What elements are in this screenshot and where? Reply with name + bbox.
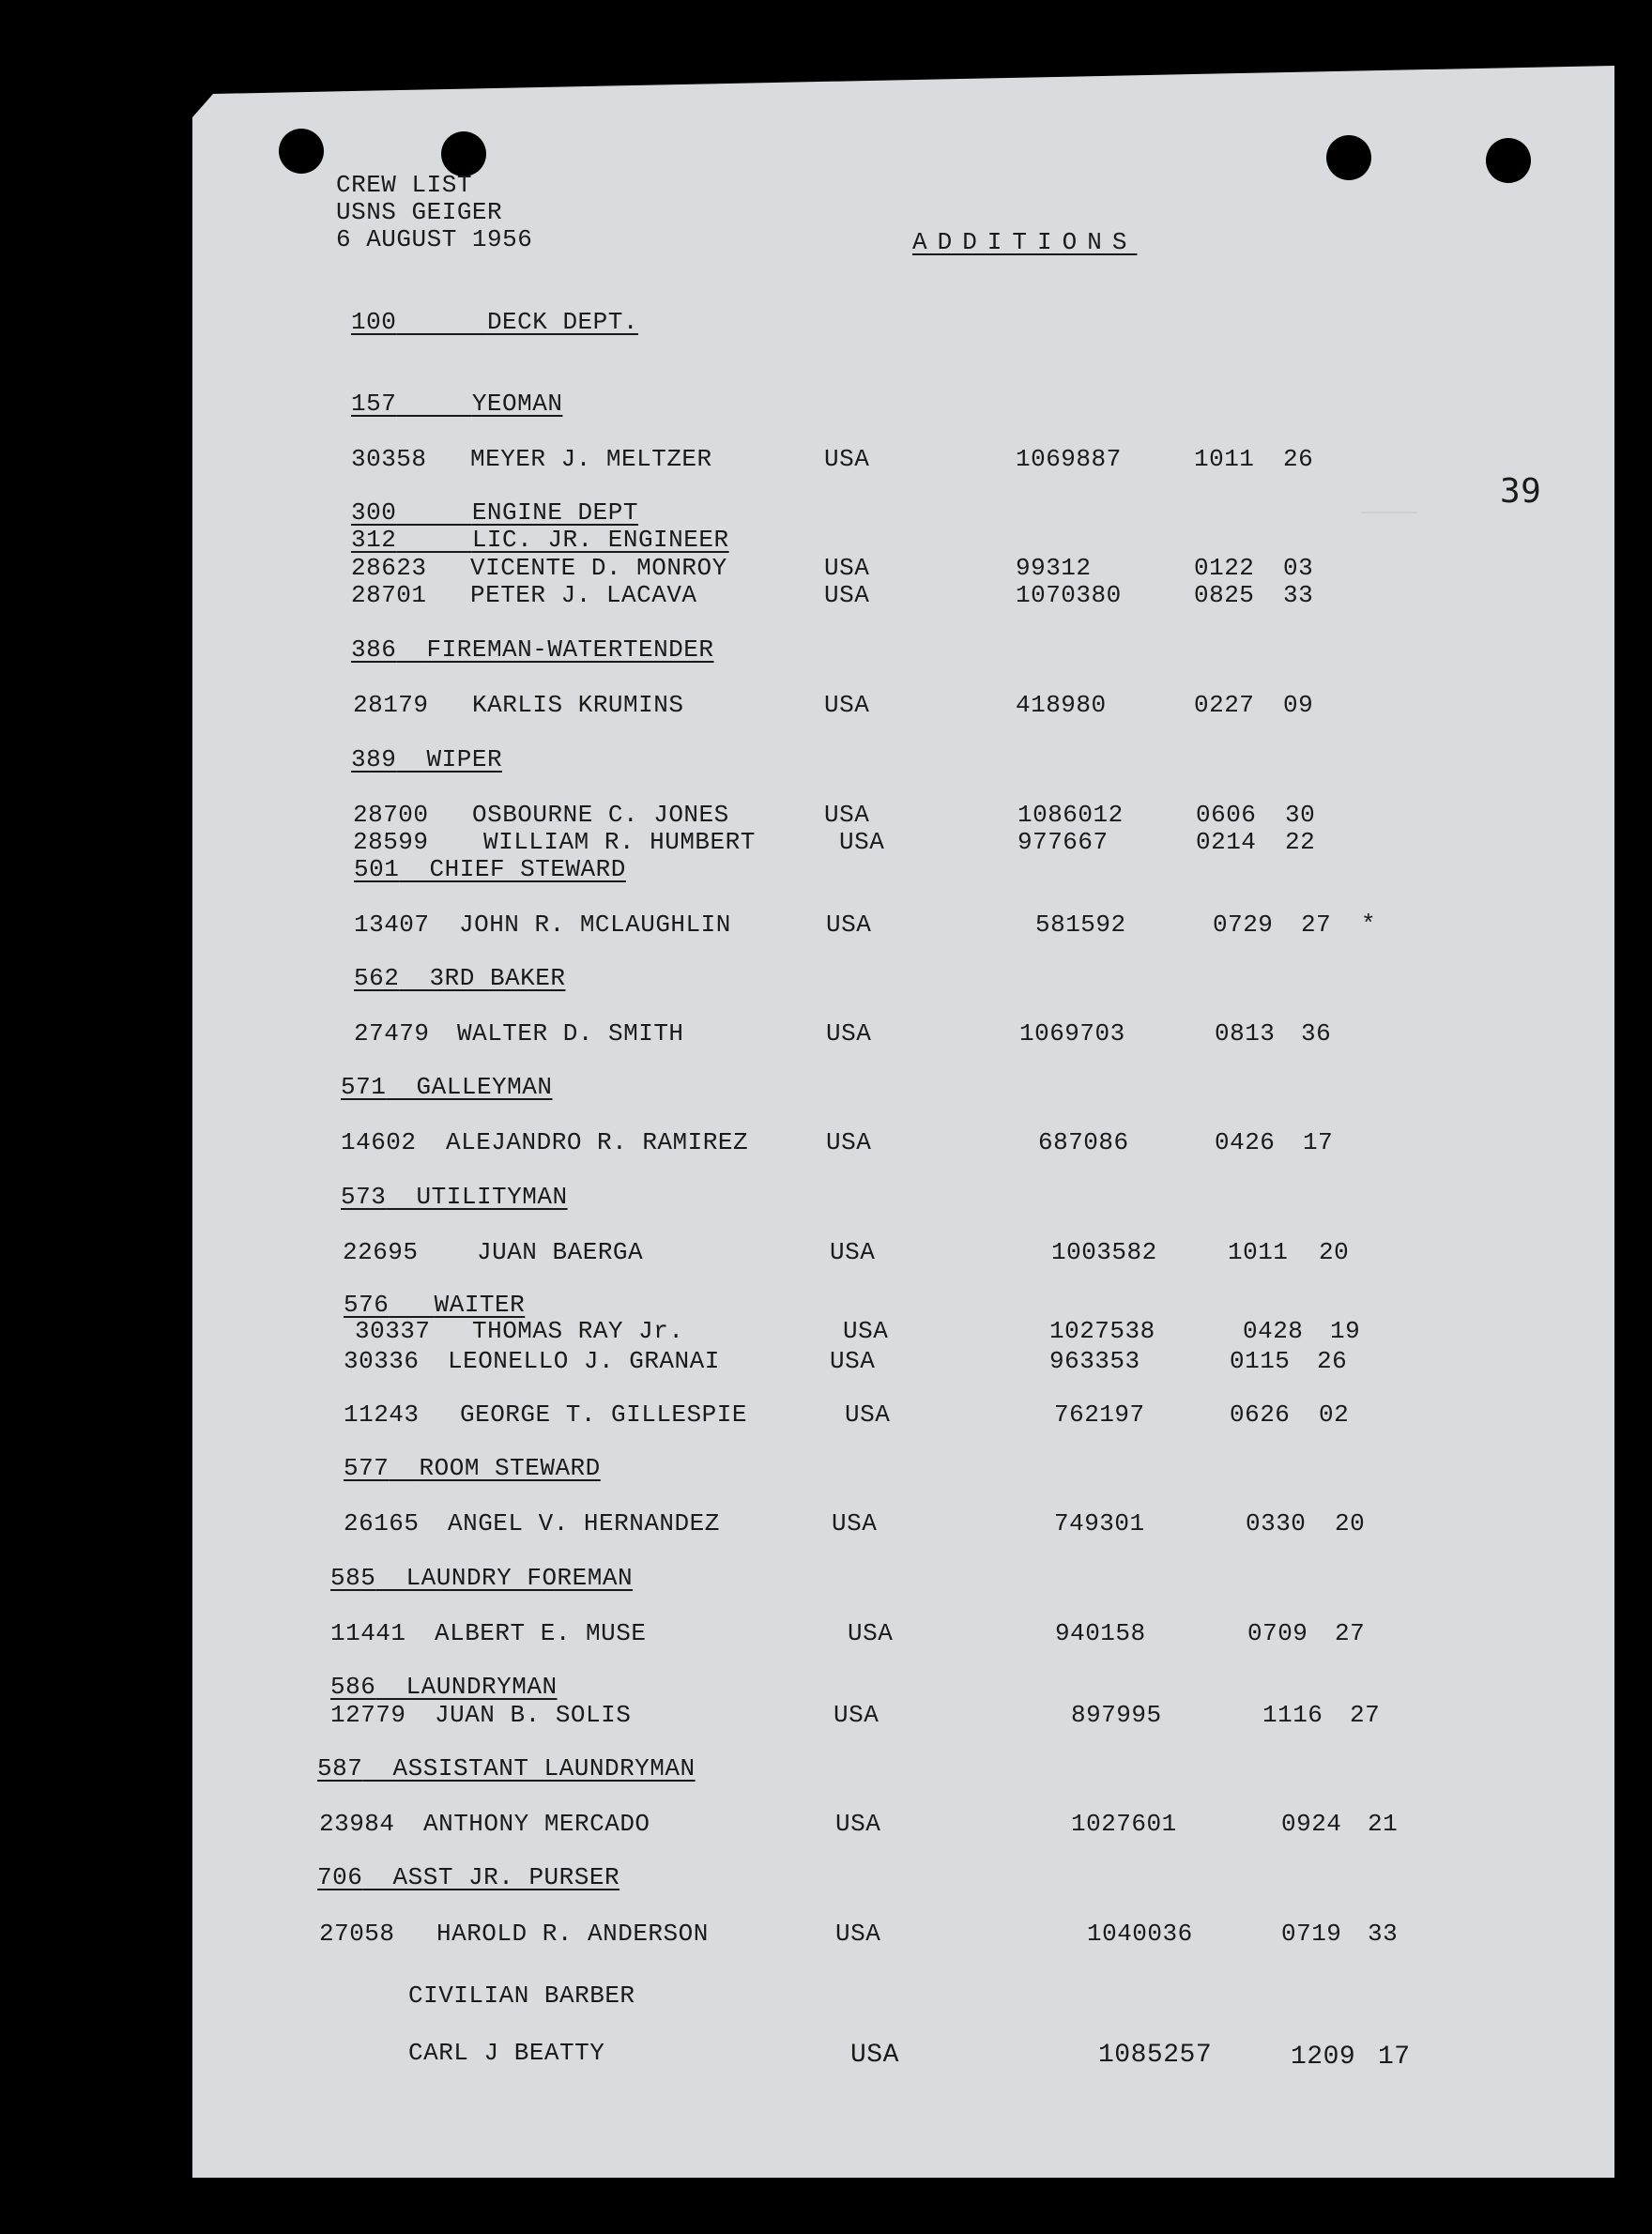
crew-document-number: 1069887 (1016, 445, 1122, 473)
crew-date-code: 0122 (1194, 554, 1255, 582)
crew-document-number: 1027538 (1049, 1317, 1155, 1345)
crew-document-number: 581592 (1035, 910, 1126, 939)
crew-nationality: USA (839, 828, 885, 856)
crew-date-code: 0227 (1194, 691, 1255, 719)
punch-hole (441, 131, 486, 176)
crew-age: 20 (1319, 1238, 1350, 1266)
category-heading: 587 ASSISTANT LAUNDRYMAN (317, 1754, 696, 1783)
crew-date-code: 1116 (1262, 1701, 1323, 1729)
category-heading: 576 WAITER (344, 1291, 526, 1319)
crew-document-number: 1085257 (1098, 2041, 1213, 2070)
crew-document-number: 687086 (1038, 1128, 1129, 1156)
crew-nationality: USA (824, 581, 870, 609)
crew-date-code: 0115 (1230, 1347, 1291, 1375)
crew-date-code: 0813 (1215, 1019, 1276, 1048)
crew-nationality: USA (845, 1400, 891, 1429)
crew-date-code: 0330 (1246, 1509, 1307, 1538)
crew-id: 11243 (344, 1400, 420, 1429)
crew-age: 30 (1285, 801, 1316, 829)
crew-age: 21 (1368, 1810, 1399, 1838)
crew-nationality: USA (835, 1920, 881, 1948)
crew-date-code: 0426 (1215, 1128, 1276, 1156)
crew-age: 22 (1285, 828, 1316, 856)
crew-id: 14602 (341, 1128, 417, 1156)
dept-heading: 100 DECK DEPT. (351, 308, 638, 336)
crew-name: WALTER D. SMITH (457, 1019, 684, 1048)
crew-id: 28179 (353, 691, 429, 719)
section-title: ADDITIONS (912, 228, 1138, 256)
crew-date-code: 0729 (1213, 910, 1274, 939)
crew-age: 27 (1301, 910, 1332, 939)
crew-nationality: USA (824, 445, 870, 473)
crew-id: 22695 (343, 1238, 419, 1266)
crew-document-number: 1069703 (1019, 1019, 1125, 1048)
crew-id: 27479 (354, 1019, 430, 1048)
crew-name: HAROLD R. ANDERSON (436, 1920, 709, 1948)
crew-document-number: 762197 (1054, 1400, 1145, 1429)
crew-document-number: 940158 (1055, 1619, 1146, 1647)
crew-id: 13407 (354, 910, 430, 939)
crew-nationality: USA (824, 691, 870, 719)
crew-nationality: USA (834, 1701, 880, 1729)
crew-nationality: USA (824, 554, 870, 582)
category-heading: 571 GALLEYMAN (341, 1073, 553, 1101)
category-heading: 389 WIPER (351, 745, 503, 773)
crew-date-code: 0214 (1196, 828, 1257, 856)
header-line-1: CREW LIST (336, 171, 472, 199)
category-heading: CIVILIAN BARBER (408, 1982, 635, 2010)
crew-date-code: 0709 (1247, 1619, 1308, 1647)
crew-date-code: 0924 (1281, 1810, 1342, 1838)
crew-id: 28599 (353, 828, 429, 856)
crew-name: PETER J. LACAVA (470, 581, 697, 609)
crew-nationality: USA (830, 1347, 876, 1375)
crew-document-number: 1070380 (1016, 581, 1122, 609)
header-line-3: 6 AUGUST 1956 (336, 225, 533, 253)
crew-date-code: 0606 (1196, 801, 1257, 829)
crew-document-number: 963353 (1049, 1347, 1140, 1375)
category-heading: 157 YEOMAN (351, 390, 563, 418)
punch-hole (279, 129, 324, 174)
crew-date-code: 1011 (1194, 445, 1255, 473)
crew-name: ANGEL V. HERNANDEZ (448, 1509, 720, 1538)
crew-document-number: 897995 (1071, 1701, 1162, 1729)
punch-hole (1486, 138, 1531, 183)
crew-name: ANTHONY MERCADO (423, 1810, 650, 1838)
crew-name: ALBERT E. MUSE (435, 1619, 647, 1647)
category-heading: 585 LAUNDRY FOREMAN (330, 1564, 634, 1592)
header-line-2: USNS GEIGER (336, 198, 503, 226)
crew-age: 19 (1330, 1317, 1361, 1345)
crew-nationality: USA (826, 910, 872, 939)
crew-age: 17 (1378, 2043, 1411, 2072)
crew-nationality: USA (850, 2041, 899, 2070)
crew-document-number: 99312 (1016, 554, 1092, 582)
crew-id: 30358 (351, 445, 427, 473)
crew-name: MEYER J. MELTZER (470, 445, 712, 473)
crew-age: 03 (1283, 554, 1314, 582)
crew-id: 23984 (319, 1810, 395, 1838)
crew-age: 20 (1335, 1509, 1366, 1538)
crew-id: 12779 (330, 1701, 406, 1729)
crew-age: 17 (1303, 1128, 1334, 1156)
crew-name: GEORGE T. GILLESPIE (460, 1400, 747, 1429)
crew-name: CARL J BEATTY (408, 2039, 605, 2067)
crew-date-code: 0719 (1281, 1920, 1342, 1948)
crew-age: 27 (1335, 1619, 1366, 1647)
crew-nationality: USA (830, 1238, 876, 1266)
crew-date-code: 0626 (1230, 1400, 1291, 1429)
category-heading: 706 ASST JR. PURSER (317, 1863, 620, 1891)
crew-document-number: 977667 (1017, 828, 1109, 856)
crew-nationality: USA (826, 1019, 872, 1048)
crew-age: 33 (1368, 1920, 1399, 1948)
crew-name: VICENTE D. MONROY (470, 554, 727, 582)
crew-id: 28700 (353, 801, 429, 829)
punch-hole (1326, 135, 1371, 180)
category-heading: 562 3RD BAKER (354, 964, 566, 992)
crew-age: 26 (1283, 445, 1314, 473)
crew-document-number: 1003582 (1051, 1238, 1157, 1266)
crew-document-number: 1086012 (1017, 801, 1124, 829)
crew-date-code: 1011 (1228, 1238, 1289, 1266)
crew-id: 27058 (319, 1920, 395, 1948)
crew-age: 09 (1283, 691, 1314, 719)
crew-document-number: 1040036 (1087, 1920, 1193, 1948)
crew-id: 28701 (351, 581, 427, 609)
crew-document-number: 418980 (1016, 691, 1107, 719)
category-heading: 386 FIREMAN-WATERTENDER (351, 635, 714, 664)
crew-id: 30337 (355, 1317, 431, 1345)
category-heading: 573 UTILITYMAN (341, 1183, 568, 1211)
category-heading: 586 LAUNDRYMAN (330, 1673, 558, 1701)
document-page (192, 66, 1614, 2178)
crew-age: 27 (1350, 1701, 1381, 1729)
crew-name: OSBOURNE C. JONES (472, 801, 729, 829)
crew-id: 11441 (330, 1619, 406, 1647)
crew-document-number: 749301 (1054, 1509, 1145, 1538)
page-number: 39 (1500, 472, 1542, 511)
category-heading: 501 CHIEF STEWARD (354, 855, 626, 883)
crew-id: 30336 (344, 1347, 420, 1375)
crew-nationality: USA (843, 1317, 889, 1345)
crew-name: KARLIS KRUMINS (472, 691, 684, 719)
crew-name: WILLIAM R. HUMBERT (483, 828, 756, 856)
crew-annotation-mark: * (1361, 910, 1377, 939)
crew-date-code: 0428 (1243, 1317, 1304, 1345)
crew-id: 26165 (344, 1509, 420, 1538)
crew-nationality: USA (848, 1619, 894, 1647)
crew-date-code: 1209 (1291, 2043, 1356, 2072)
crew-nationality: USA (824, 801, 870, 829)
crew-name: THOMAS RAY Jr. (472, 1317, 684, 1345)
crew-id: 28623 (351, 554, 427, 582)
category-heading: 300 ENGINE DEPT (351, 498, 638, 527)
crew-date-code: 0825 (1194, 581, 1255, 609)
crew-nationality: USA (835, 1810, 881, 1838)
crew-age: 02 (1319, 1400, 1350, 1429)
crew-document-number: 1027601 (1071, 1810, 1177, 1838)
crew-name: JUAN BAERGA (477, 1238, 644, 1266)
crew-name: ALEJANDRO R. RAMIREZ (446, 1128, 749, 1156)
crew-nationality: USA (826, 1128, 872, 1156)
stray-mark (1361, 512, 1417, 513)
crew-nationality: USA (832, 1509, 878, 1538)
crew-age: 36 (1301, 1019, 1332, 1048)
category-heading: 312 LIC. JR. ENGINEER (351, 526, 729, 554)
category-heading: 577 ROOM STEWARD (344, 1454, 601, 1482)
crew-age: 26 (1317, 1347, 1348, 1375)
crew-name: JUAN B. SOLIS (435, 1701, 632, 1729)
crew-name: LEONELLO J. GRANAI (448, 1347, 720, 1375)
crew-age: 33 (1283, 581, 1314, 609)
crew-name: JOHN R. MCLAUGHLIN (459, 910, 731, 939)
